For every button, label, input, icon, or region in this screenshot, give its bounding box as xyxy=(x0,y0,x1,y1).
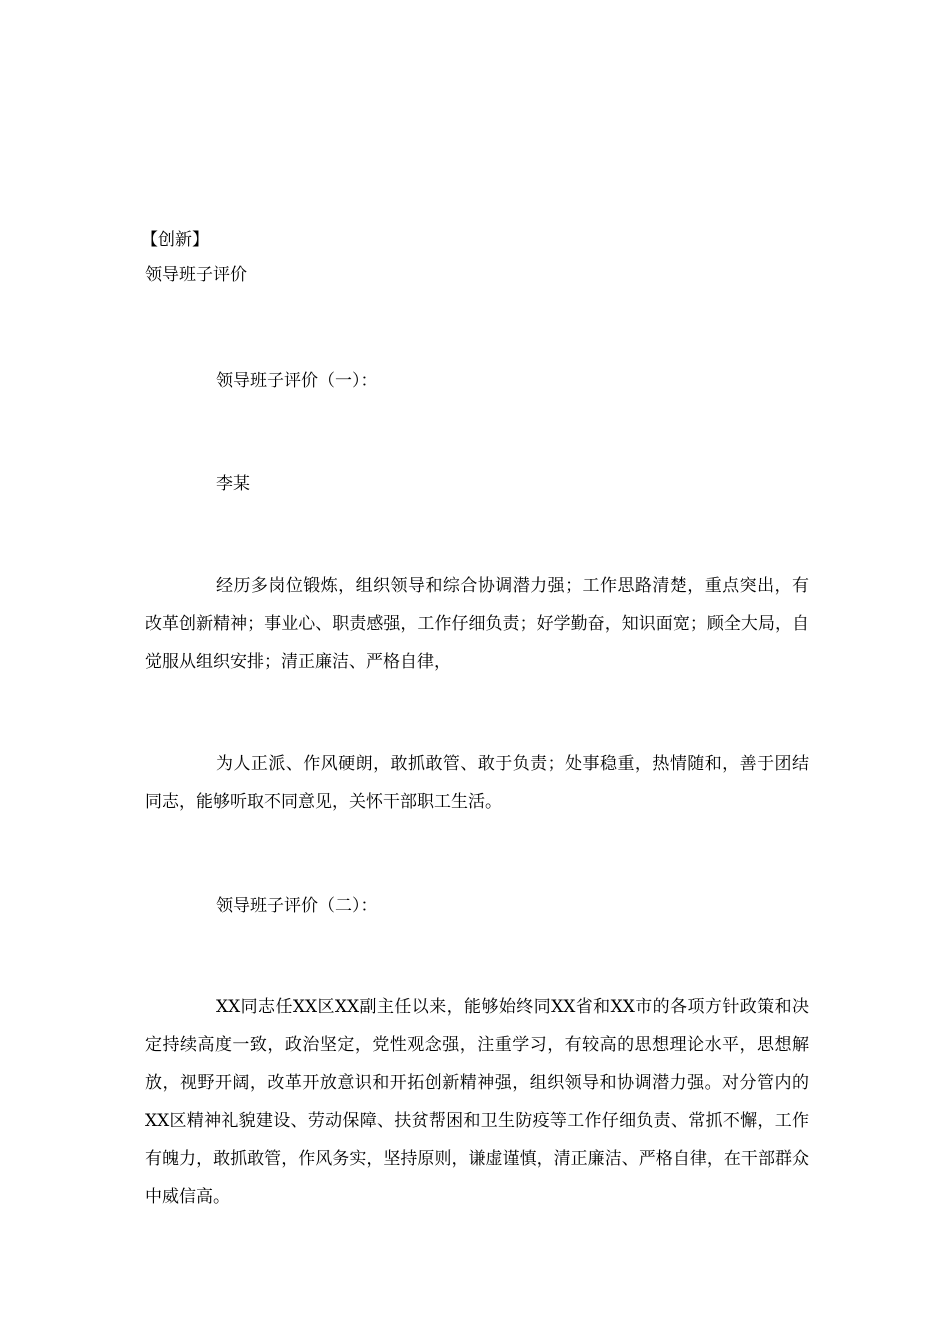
document-tag: 【创新】 xyxy=(141,230,209,250)
section-2-paragraph-1: XX同志任XX区XX副主任以来，能够始终同XX省和XX市的各项方针政策和决定持续高度一致，政治坚定，党性观念强，注重学习，有较高的思想理论水平，思想解放，视野开阔，改革开放意识和开拓创新精神强，组织领导和协调潜力强。对分管内的XX区精神礼貌建设、劳动保障、扶贫帮困和卫生防疫等工作仔细负责、常抓不懈，工作有魄力，敢抓敢管，作风务实，坚持原则，谦虚谨慎，清正廉洁、严格自律，在干部群众中威信高。 xyxy=(145,997,809,1207)
document-title: 领导班子评价 xyxy=(145,265,247,285)
section-2-heading: 领导班子评价（二）： xyxy=(216,896,378,916)
section-1-paragraph-2: 为人正派、作风硬朗，敢抓敢管、敢于负责；处事稳重，热情随和，善于团结同志，能够听取不同意见，关怀干部职工生活。 xyxy=(145,754,809,812)
section-1-paragraph-1: 经历多岗位锻炼，组织领导和综合协调潜力强；工作思路清楚，重点突出，有改革创新精神；事业心、职责感强，工作仔细负责；好学勤奋，知识面宽；顾全大局，自觉服从组织安排；清正廉洁、严格自律， xyxy=(145,576,809,672)
section-1-name: 李某 xyxy=(216,474,250,494)
section-1-heading: 领导班子评价（一）： xyxy=(216,371,378,391)
